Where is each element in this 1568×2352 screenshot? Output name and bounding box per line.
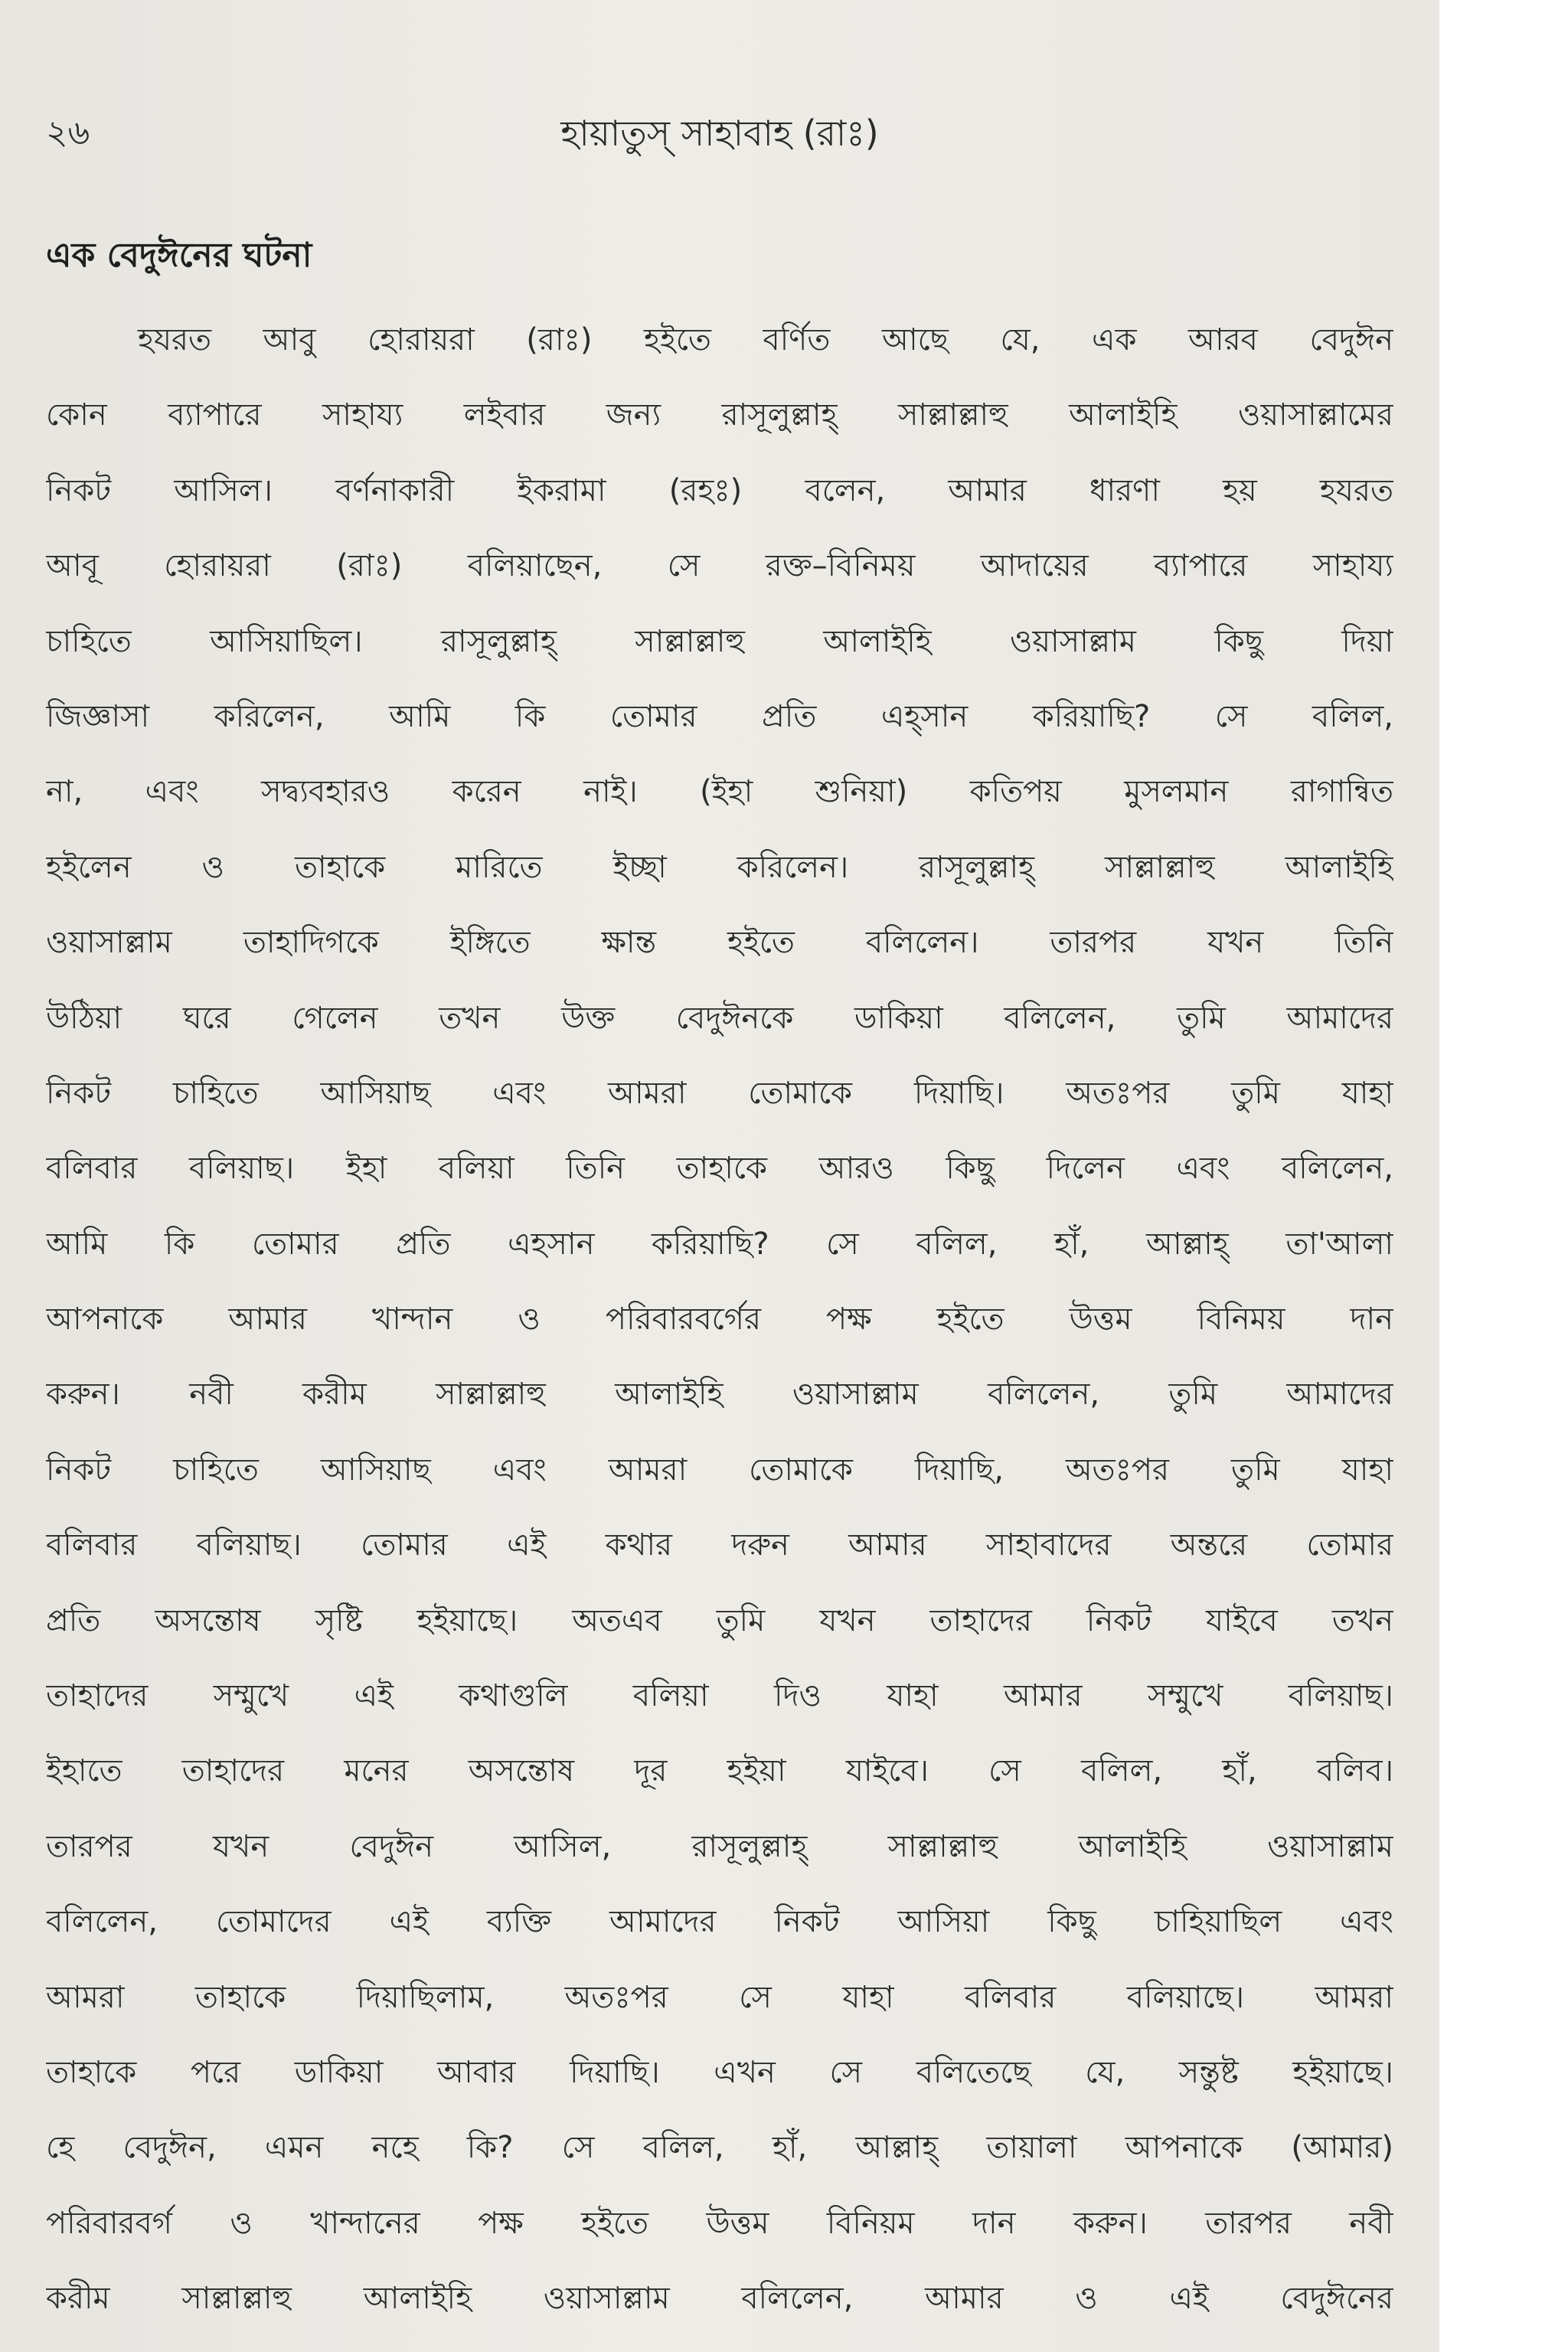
text-line: হযরত আবু হোরায়রা (রাঃ) হইতে বর্ণিত আছে যে, এক আরব বেদুঈন [138,322,1393,358]
text-line: চাহিতে আসিয়াছিল। রাসূলুল্লাহ্ সাল্লাল্লাহু আলাইহি ওয়াসাল্লাম কিছু দিয়া [46,623,1393,659]
text-line: আবূ হোরায়রা (রাঃ) বলিয়াছেন, সে রক্ত–বিনিময় আদায়ের ব্যাপারে সাহায্য [46,548,1393,584]
text-line: আমরা তাহাকে দিয়াছিলাম, অতঃপর সে যাহা বলিবার বলিয়াছে। আমরা [46,1979,1393,2015]
text-line: নিকট চাহিতে আসিয়াছ এবং আমরা তোমাকে দিয়াছি। অতঃপর তুমি যাহা [46,1075,1393,1111]
text-line: করীম সাল্লাল্লাহু আলাইহি ওয়াসাল্লাম বলিলেন, আমার ও এই বেদুঈনের [46,2281,1393,2317]
text-line: ওয়াসাল্লাম তাহাদিগকে ইঙ্গিতে ক্ষান্ত হইতে বলিলেন। তারপর যখন তিনি [46,925,1393,961]
text-line: কোন ব্যাপারে সাহায্য লইবার জন্য রাসূলুল্লাহ্ সাল্লাল্লাহু আলাইহি ওয়াসাল্লামের [46,397,1393,433]
text-line: বলিবার বলিয়াছ। ইহা বলিয়া তিনি তাহাকে আরও কিছু দিলেন এবং বলিলেন, [46,1151,1393,1187]
text-line: আমি কি তোমার প্রতি এহসান করিয়াছি? সে বলিল, হাঁ, আল্লাহ্ তা'আলা [46,1226,1393,1262]
text-line: হইলেন ও তাহাকে মারিতে ইচ্ছা করিলেন। রাসূলুল্লাহ্ সাল্লাল্লাহু আলাইহি [46,849,1393,885]
text-line: জিজ্ঞাসা করিলেন, আমি কি তোমার প্রতি এহ্সান করিয়াছি? সে বলিল, [46,698,1393,734]
text-line: নিকট আসিল। বর্ণনাকারী ইকরামা (রহঃ) বলেন, আমার ধারণা হয় হযরত [46,472,1393,508]
text-line: তাহাদের সম্মুখে এই কথাগুলি বলিয়া দিও যাহা আমার সম্মুখে বলিয়াছ। [46,1678,1393,1714]
page-number: ২৬ [46,113,90,152]
page-header [46,107,1393,168]
text-line: আপনাকে আমার খান্দান ও পরিবারবর্গের পক্ষ হইতে উত্তম বিনিময় দান [46,1302,1393,1338]
running-title: হায়াতুস্ সাহাবাহ (রাঃ) [560,113,879,154]
text-line: তাহাকে পরে ডাকিয়া আবার দিয়াছি। এখন সে বলিতেছে যে, সন্তুষ্ট হইয়াছে। [46,2054,1393,2090]
text-line: নিকট চাহিতে আসিয়াছ এবং আমরা তোমাকে দিয়াছি, অতঃপর তুমি যাহা [46,1452,1393,1488]
text-line: বলিবার বলিয়াছ। তোমার এই কথার দরুন আমার সাহাবাদের অন্তরে তোমার [46,1527,1393,1563]
text-line: না, এবং সদ্ব্যবহারও করেন নাই। (ইহা শুনিয়া) কতিপয় মুসলমান রাগান্বিত [46,774,1393,810]
text-line: তারপর যখন বেদুঈন আসিল, রাসূলুল্লাহ্ সাল্লাল্লাহু আলাইহি ওয়াসাল্লাম [46,1828,1393,1864]
text-line: প্রতি অসন্তোষ সৃষ্টি হইয়াছে। অতএব তুমি যখন তাহাদের নিকট যাইবে তখন [46,1602,1393,1638]
text-line: হে বেদুঈন, এমন নহে কি? সে বলিল, হাঁ, আল্লাহ্ তায়ালা আপনাকে (আমার) [46,2130,1393,2166]
text-line: পরিবারবর্গ ও খান্দানের পক্ষ হইতে উত্তম বিনিয়ম দান করুন। তারপর নবী [46,2205,1393,2241]
body-text [46,302,1393,2337]
text-line: ইহাতে তাহাদের মনের অসন্তোষ দূর হইয়া যাইবে। সে বলিল, হাঁ, বলিব। [46,1753,1393,1789]
text-line: করুন। নবী করীম সাল্লাল্লাহু আলাইহি ওয়াসাল্লাম বলিলেন, তুমি আমাদের [46,1377,1393,1413]
section-heading: এক বেদুঈনের ঘটনা [46,236,312,275]
text-line: বলিলেন, তোমাদের এই ব্যক্তি আমাদের নিকট আসিয়া কিছু চাহিয়াছিল এবং [46,1904,1393,1940]
text-line: উঠিয়া ঘরে গেলেন তখন উক্ত বেদুঈনকে ডাকিয়া বলিলেন, তুমি আমাদের [46,1000,1393,1036]
scan-margin [1439,0,1568,2352]
